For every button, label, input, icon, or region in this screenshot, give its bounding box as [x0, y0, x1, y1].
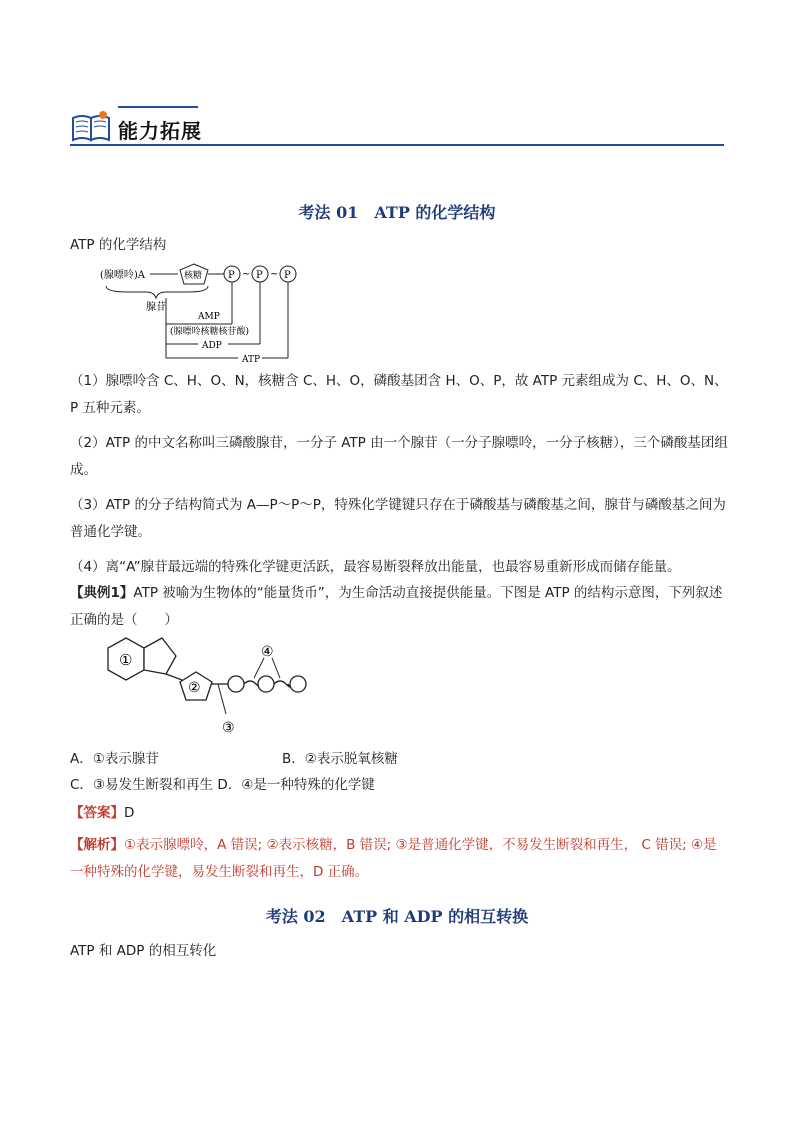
- high-energy-bond-1: ~: [242, 269, 251, 280]
- diagram-adenine-label: (腺嘌呤)A: [100, 270, 146, 281]
- point-4: （4）离“A”腺苷最远端的特殊化学键更活跃，最容易断裂释放出能量，也最容易重新形成而储存能量。: [70, 559, 681, 575]
- book-icon: [70, 110, 112, 144]
- section1-heading: 考法 01 ATP 的化学结构: [298, 203, 496, 222]
- diagram-amp-label: AMP: [198, 312, 220, 322]
- point-1: （1）腺嘌呤含 C、H、O、N，核糖含 C、H、O，磷酸基团含 H、O、P，故 ATP 元素组成为 C、H、O、N、P 五种元素。: [70, 373, 728, 416]
- header-rule-short: [118, 106, 198, 108]
- phosphate-2-label: P: [256, 270, 263, 281]
- adenosine-brace: [106, 286, 208, 298]
- option-b: B．②表示脱氧核糖: [282, 751, 398, 767]
- answer-label: 【答案】: [70, 805, 124, 821]
- answer-value: D: [124, 805, 135, 821]
- option-a: A．①表示腺苷: [70, 751, 159, 767]
- section2-intro: ATP 和 ADP 的相互转化: [70, 943, 217, 959]
- phosphate-circle-3: [290, 676, 306, 692]
- figure-label-4: ④: [261, 644, 274, 660]
- phosphate-1-label: P: [228, 270, 235, 281]
- analysis: [70, 832, 730, 886]
- answer: [70, 800, 730, 827]
- atp-schematic-figure: [104, 634, 314, 740]
- phosphate-circle-1: [228, 676, 244, 692]
- section1-intro: ATP 的化学结构: [70, 237, 167, 253]
- phosphate-circle-2: [258, 676, 274, 692]
- analysis-text: ①表示腺嘌呤，A 错误; ②表示核糖，B 错误; ③是普通化学键，不易发生断裂和再生， C 错误; ④是一种特殊的化学键，易发生断裂和再生，D 正确。: [70, 837, 717, 880]
- phosphate-3-label: P: [284, 270, 291, 281]
- high-energy-bond-2: ~: [270, 269, 279, 280]
- point-2: （2）ATP 的中文名称叫三磷酸腺苷，一分子 ATP 由一个腺苷（一分子腺嘌呤，一分子核糖），三个磷酸基团组成。: [70, 435, 728, 478]
- header-rule: [70, 144, 724, 146]
- figure-label-1: ①: [119, 651, 133, 669]
- diagram-amp-note: (腺嘌呤核糖核苷酸): [170, 327, 250, 337]
- option-cd: C．③易发生断裂和再生 D．④是一种特殊的化学键: [70, 777, 375, 793]
- section-title: 能力拓展: [118, 119, 202, 143]
- example-1: [70, 580, 730, 634]
- diagram-ribose-label: 核糖: [184, 271, 203, 281]
- example-text: ATP 被喻为生物体的“能量货币”，为生命活动直接提供能量。下图是 ATP 的结构示意图，下列叙述正确的是（ ）: [70, 585, 723, 628]
- point-3: （3）ATP 的分子结构简式为 A—P～P～P，特殊化学键键只存在于磷酸基与磷酸基之间，腺苷与磷酸基之间为普通化学键。: [70, 497, 726, 540]
- adenine-ring-pentagon: [144, 638, 176, 674]
- section-header: [70, 104, 724, 148]
- diagram-atp-label: ATP: [242, 355, 261, 365]
- example-label: 【典例1】: [70, 585, 134, 601]
- diagram-adenosine-label: 腺苷: [146, 302, 166, 313]
- atp-structure-diagram: [98, 262, 318, 366]
- diagram-adp-label: ADP: [202, 341, 222, 351]
- analysis-label: 【解析】: [70, 837, 124, 853]
- figure-label-3: ③: [222, 720, 235, 736]
- figure-label-2: ②: [188, 680, 201, 696]
- section2-heading: 考法 02 ATP 和 ADP 的相互转换: [265, 907, 529, 926]
